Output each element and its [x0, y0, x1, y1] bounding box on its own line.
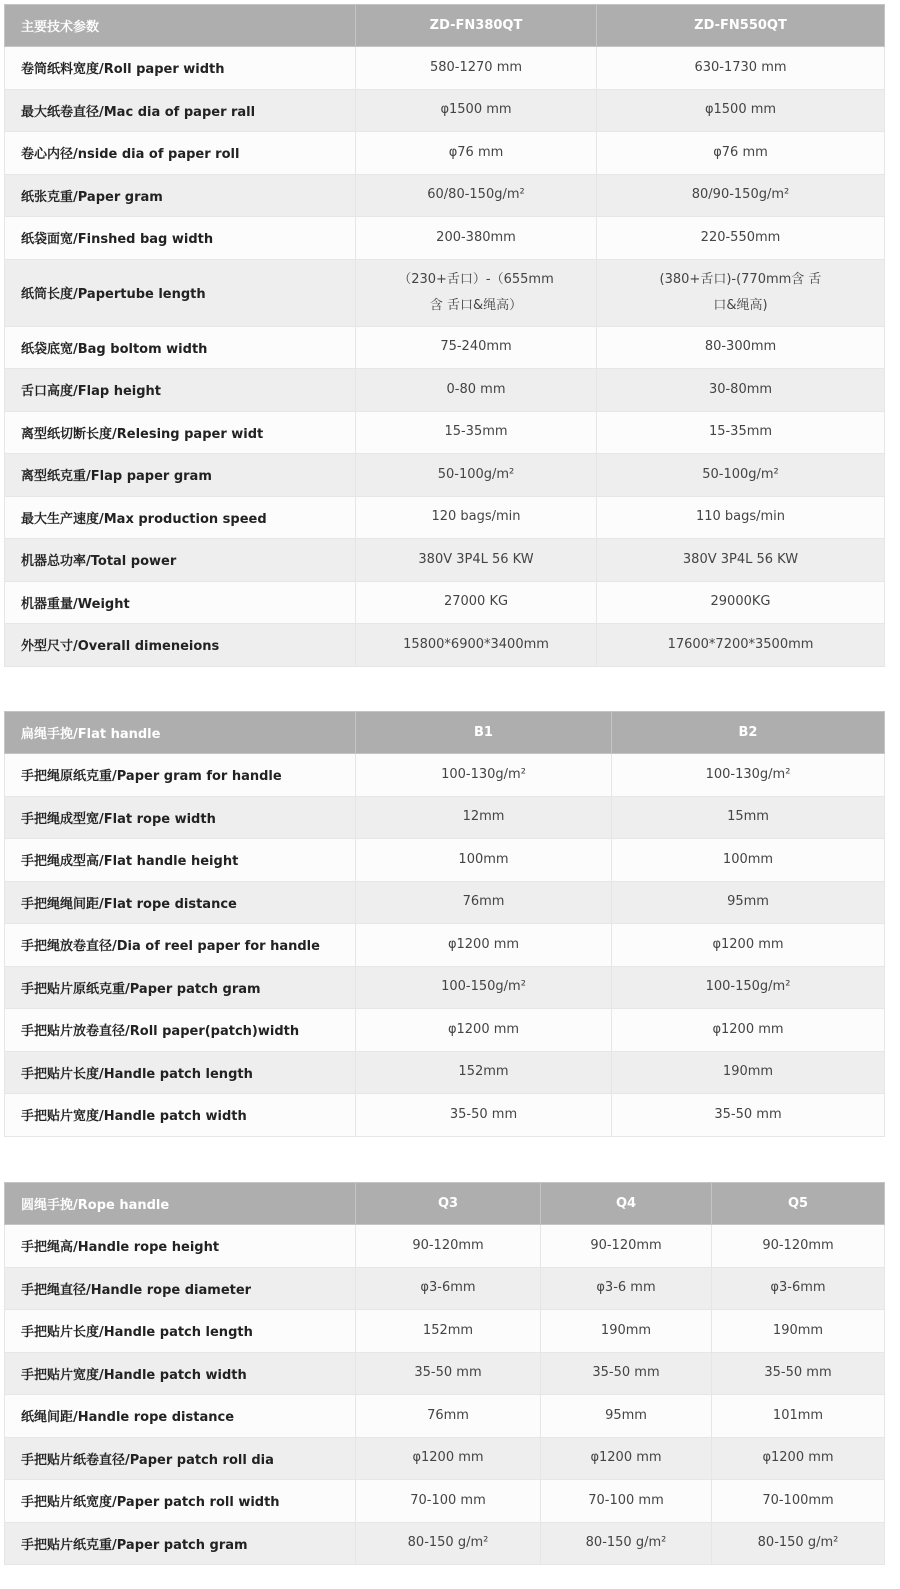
row-value: 27000 KG: [356, 581, 597, 624]
row-value: 100-130g/m²: [356, 754, 612, 797]
row-value: 30-80mm: [597, 369, 885, 412]
table-row: [5, 1522, 885, 1565]
table-row: [5, 47, 885, 90]
row-label: 机器总功率/Total power: [5, 539, 356, 582]
row-label: 纸筒长度/Papertube length: [5, 259, 356, 326]
row-value: 60/80-150g/m²: [356, 174, 597, 217]
table-row: [5, 966, 885, 1009]
row-value: 95mm: [612, 881, 885, 924]
row-label: 手把绳高/Handle rope height: [5, 1225, 356, 1268]
row-label: 纸袋面宽/Finshed bag width: [5, 217, 356, 260]
table-row: [5, 1352, 885, 1395]
row-value: 100-150g/m²: [356, 966, 612, 1009]
row-value: 75-240mm: [356, 326, 597, 369]
table-row: [5, 1395, 885, 1438]
table-row: [5, 1094, 885, 1137]
table-row: [5, 496, 885, 539]
row-value: 29000KG: [597, 581, 885, 624]
table-row: [5, 796, 885, 839]
row-value: 190mm: [612, 1051, 885, 1094]
row-value: φ3-6mm: [356, 1267, 541, 1310]
row-label: 离型纸克重/Flap paper gram: [5, 454, 356, 497]
row-label: 最大纸卷直径/Mac dia of paper rall: [5, 89, 356, 132]
row-value: 76mm: [356, 1395, 541, 1438]
row-label: 卷筒纸料宽度/Roll paper width: [5, 47, 356, 90]
row-value: 220-550mm: [597, 217, 885, 260]
table-header-row: [5, 1183, 885, 1225]
row-value: 15-35mm: [597, 411, 885, 454]
table-row: [5, 326, 885, 369]
row-value: 35-50 mm: [612, 1094, 885, 1137]
table-row: [5, 754, 885, 797]
table-row: [5, 89, 885, 132]
table-row: [5, 1009, 885, 1052]
row-label: 机器重量/Weight: [5, 581, 356, 624]
table-row: [5, 1225, 885, 1268]
table-row: [5, 369, 885, 412]
row-value: φ1200 mm: [612, 1009, 885, 1052]
row-label: 手把贴片宽度/Handle patch width: [5, 1352, 356, 1395]
row-value: （230+舌口）-（655mm含 舌口&绳高）: [356, 259, 597, 326]
header-model-fn550qt: ZD-FN550QT: [597, 5, 885, 47]
row-value: 15mm: [612, 796, 885, 839]
row-value: 12mm: [356, 796, 612, 839]
row-value: 120 bags/min: [356, 496, 597, 539]
row-label: 手把贴片长度/Handle patch length: [5, 1310, 356, 1353]
table-header-row: [5, 5, 885, 47]
table-row: [5, 132, 885, 175]
row-label: 纸绳间距/Handle rope distance: [5, 1395, 356, 1438]
row-value: (380+舌口)-(770mm含 舌口&绳高): [597, 259, 885, 326]
row-value: φ1500 mm: [356, 89, 597, 132]
header-rope-handle: 圆绳手挽/Rope handle: [5, 1183, 356, 1225]
row-value: 100mm: [356, 839, 612, 882]
row-value: 35-50 mm: [356, 1352, 541, 1395]
table-row: [5, 624, 885, 667]
row-value: 80-300mm: [597, 326, 885, 369]
table-row: [5, 454, 885, 497]
row-value: 76mm: [356, 881, 612, 924]
row-value: φ3-6 mm: [541, 1267, 712, 1310]
row-value: φ76 mm: [356, 132, 597, 175]
row-value: φ1200 mm: [356, 1009, 612, 1052]
row-label: 手把绳放卷直径/Dia of reel paper for handle: [5, 924, 356, 967]
row-value: φ1200 mm: [612, 924, 885, 967]
header-param: 主要技术参数: [5, 5, 356, 47]
row-label: 手把贴片纸卷直径/Paper patch roll dia: [5, 1437, 356, 1480]
row-label: 舌口高度/Flap height: [5, 369, 356, 412]
header-model-b1: B1: [356, 712, 612, 754]
row-value: 190mm: [541, 1310, 712, 1353]
header-model-b2: B2: [612, 712, 885, 754]
row-value: φ1200 mm: [356, 924, 612, 967]
table-row: [5, 259, 885, 326]
row-value: 0-80 mm: [356, 369, 597, 412]
row-label: 纸张克重/Paper gram: [5, 174, 356, 217]
row-value: 100mm: [612, 839, 885, 882]
row-value: 90-120mm: [712, 1225, 885, 1268]
row-value: 190mm: [712, 1310, 885, 1353]
table-row: [5, 539, 885, 582]
row-value: 80/90-150g/m²: [597, 174, 885, 217]
row-value: 70-100mm: [712, 1480, 885, 1523]
header-model-q4: Q4: [541, 1183, 712, 1225]
row-value: 152mm: [356, 1051, 612, 1094]
header-model-q5: Q5: [712, 1183, 885, 1225]
row-value: 35-50 mm: [356, 1094, 612, 1137]
row-value: 95mm: [541, 1395, 712, 1438]
row-label: 手把贴片宽度/Handle patch width: [5, 1094, 356, 1137]
row-value: 90-120mm: [541, 1225, 712, 1268]
table-row: [5, 1437, 885, 1480]
row-value: 380V 3P4L 56 KW: [356, 539, 597, 582]
row-label: 手把贴片长度/Handle patch length: [5, 1051, 356, 1094]
rope-handle-table: [4, 1182, 885, 1565]
row-label: 纸袋底宽/Bag boltom width: [5, 326, 356, 369]
row-value: 110 bags/min: [597, 496, 885, 539]
row-value: 100-150g/m²: [612, 966, 885, 1009]
row-label: 手把绳原纸克重/Paper gram for handle: [5, 754, 356, 797]
table-row: [5, 174, 885, 217]
header-flat-handle: 扁绳手挽/Flat handle: [5, 712, 356, 754]
row-value: 35-50 mm: [712, 1352, 885, 1395]
table-row: [5, 411, 885, 454]
row-label: 手把绳成型宽/Flat rope width: [5, 796, 356, 839]
row-value: φ1200 mm: [712, 1437, 885, 1480]
row-value: φ76 mm: [597, 132, 885, 175]
row-value: φ1200 mm: [541, 1437, 712, 1480]
row-value: 35-50 mm: [541, 1352, 712, 1395]
row-value: 80-150 g/m²: [356, 1522, 541, 1565]
row-value: 17600*7200*3500mm: [597, 624, 885, 667]
header-model-fn380qt: ZD-FN380QT: [356, 5, 597, 47]
row-value: 580-1270 mm: [356, 47, 597, 90]
table-row: [5, 1051, 885, 1094]
table-row: [5, 839, 885, 882]
row-value: 380V 3P4L 56 KW: [597, 539, 885, 582]
table-row: [5, 581, 885, 624]
table-row: [5, 1310, 885, 1353]
row-value: 101mm: [712, 1395, 885, 1438]
row-label: 手把绳直径/Handle rope diameter: [5, 1267, 356, 1310]
row-value: φ1200 mm: [356, 1437, 541, 1480]
row-value: 15800*6900*3400mm: [356, 624, 597, 667]
table-header-row: [5, 712, 885, 754]
row-value: 630-1730 mm: [597, 47, 885, 90]
row-label: 手把绳成型高/Flat handle height: [5, 839, 356, 882]
table-row: [5, 217, 885, 260]
table-row: [5, 1480, 885, 1523]
flat-handle-table: [4, 711, 885, 1137]
row-label: 手把贴片纸宽度/Paper patch roll width: [5, 1480, 356, 1523]
row-value: φ1500 mm: [597, 89, 885, 132]
row-label: 最大生产速度/Max production speed: [5, 496, 356, 539]
header-model-q3: Q3: [356, 1183, 541, 1225]
row-label: 手把贴片原纸克重/Paper patch gram: [5, 966, 356, 1009]
row-value: 70-100 mm: [541, 1480, 712, 1523]
table-row: [5, 881, 885, 924]
row-value: 15-35mm: [356, 411, 597, 454]
row-value: 70-100 mm: [356, 1480, 541, 1523]
row-label: 离型纸切断长度/Relesing paper widt: [5, 411, 356, 454]
main-spec-table: [4, 4, 885, 667]
row-value: 90-120mm: [356, 1225, 541, 1268]
row-label: 手把绳绳间距/Flat rope distance: [5, 881, 356, 924]
table-row: [5, 924, 885, 967]
row-value: 80-150 g/m²: [541, 1522, 712, 1565]
row-value: 50-100g/m²: [356, 454, 597, 497]
row-label: 手把贴片纸克重/Paper patch gram: [5, 1522, 356, 1565]
row-value: 152mm: [356, 1310, 541, 1353]
table-row: [5, 1267, 885, 1310]
row-label: 手把贴片放卷直径/Roll paper(patch)width: [5, 1009, 356, 1052]
row-value: 100-130g/m²: [612, 754, 885, 797]
row-value: 200-380mm: [356, 217, 597, 260]
row-value: 50-100g/m²: [597, 454, 885, 497]
row-label: 卷心内径/nside dia of paper roll: [5, 132, 356, 175]
row-label: 外型尺寸/Overall dimeneions: [5, 624, 356, 667]
row-value: φ3-6mm: [712, 1267, 885, 1310]
row-value: 80-150 g/m²: [712, 1522, 885, 1565]
